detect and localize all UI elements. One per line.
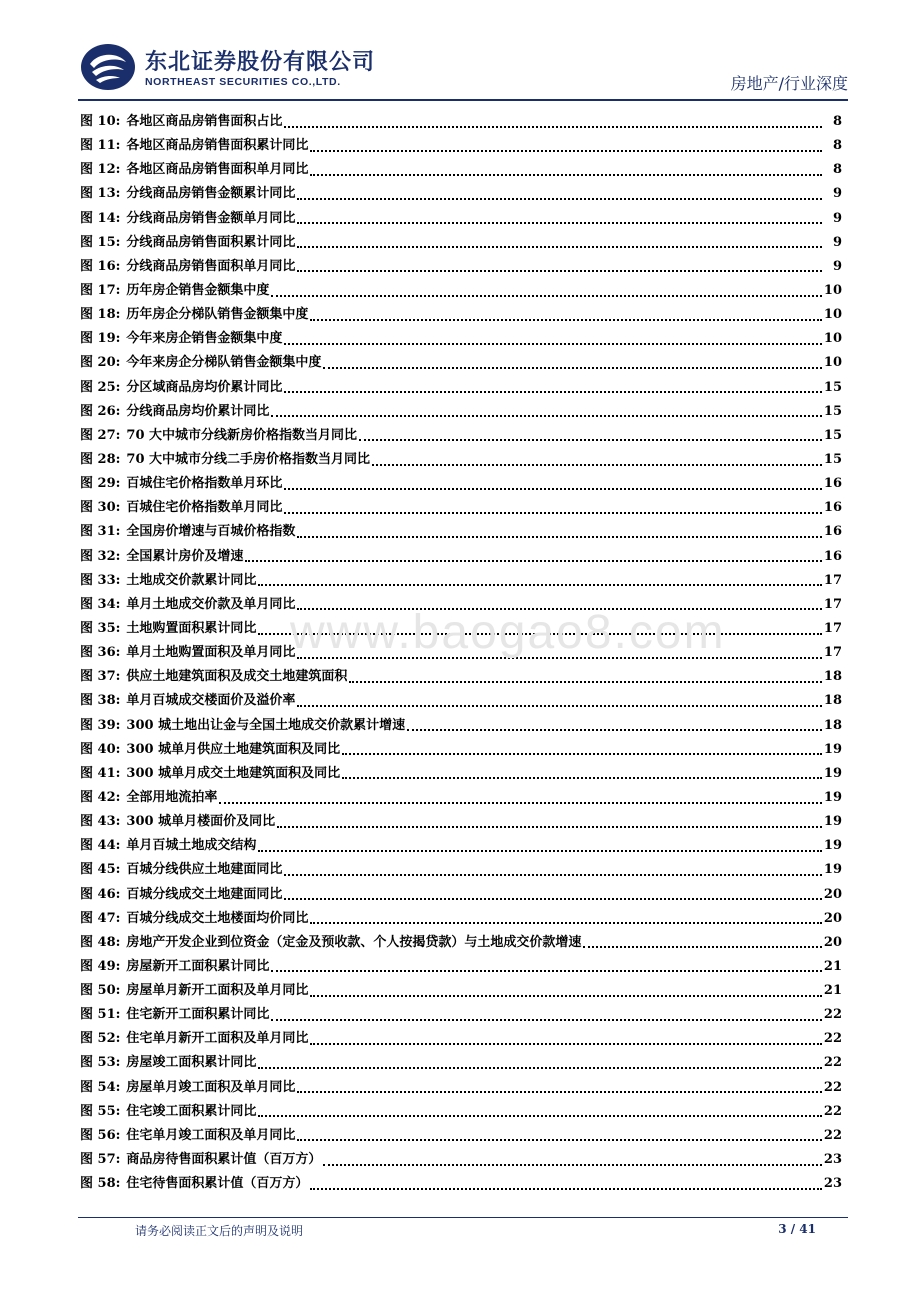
toc-figure-title: 分线商品房销售金额单月同比	[126, 210, 296, 226]
toc-figure-title: 百城分线成交土地楼面均价同比	[126, 910, 309, 926]
toc-figure-title: 全部用地流拍率	[126, 789, 218, 805]
toc-page-number: 22	[823, 1079, 842, 1095]
toc-entry[interactable]	[80, 424, 842, 448]
toc-leader-dots	[297, 704, 821, 707]
toc-leader-dots	[284, 487, 821, 490]
toc-page-number: 19	[823, 741, 842, 757]
toc-figure-title: 全国累计房价及增速	[126, 548, 244, 564]
toc-entry[interactable]	[80, 689, 842, 713]
toc-figure-title: 各地区商品房销售面积累计同比	[126, 138, 309, 154]
toc-figure-title: 房屋单月新开工面积及单月同比	[126, 983, 309, 999]
toc-page-number: 19	[823, 789, 842, 805]
toc-leader-dots	[271, 414, 821, 417]
toc-leader-dots	[284, 342, 821, 345]
toc-leader-dots	[310, 1187, 821, 1190]
toc-entry[interactable]	[80, 907, 842, 931]
header-divider	[78, 99, 848, 101]
toc-entry[interactable]	[80, 617, 842, 641]
toc-entry[interactable]	[80, 472, 842, 496]
toc-figure-label: 图 35:	[80, 620, 121, 636]
toc-figure-title: 单月土地成交价款及单月同比	[126, 596, 296, 612]
toc-leader-dots	[323, 366, 821, 369]
toc-page-number: 10	[823, 331, 842, 347]
toc-entry[interactable]	[80, 569, 842, 593]
toc-figure-title: 住宅待售面积累计值（百万方）	[126, 1176, 309, 1192]
toc-figure-label: 图 50:	[80, 983, 121, 999]
toc-page-number: 15	[823, 403, 842, 419]
toc-leader-dots	[359, 438, 822, 441]
toc-entry[interactable]	[80, 231, 842, 255]
toc-page-number: 9	[832, 186, 842, 202]
toc-leader-dots	[258, 1066, 821, 1069]
toc-figure-title: 今年来房企销售金额集中度	[126, 331, 283, 347]
company-name-en: NORTHEAST SECURITIES CO.,LTD.	[145, 76, 341, 88]
footer-disclaimer: 请务必阅读正文后的声明及说明	[135, 1224, 304, 1238]
toc-page-number: 16	[823, 500, 842, 516]
toc-leader-dots	[271, 1018, 821, 1021]
toc-entry[interactable]	[80, 762, 842, 786]
toc-entry[interactable]	[80, 376, 842, 400]
toc-entry[interactable]	[80, 1003, 842, 1027]
toc-page-number: 21	[823, 983, 842, 999]
toc-page-number: 17	[823, 572, 842, 588]
toc-leader-dots	[407, 728, 822, 731]
toc-entry[interactable]	[80, 955, 842, 979]
toc-page-number: 19	[823, 838, 842, 854]
toc-entry[interactable]	[80, 303, 842, 327]
toc-entry[interactable]	[80, 327, 842, 351]
toc-figure-label: 图 58:	[80, 1176, 121, 1192]
toc-leader-dots	[342, 776, 822, 779]
toc-leader-dots	[271, 294, 821, 297]
toc-figure-title: 分区域商品房均价累计同比	[126, 379, 283, 395]
toc-leader-dots	[583, 945, 821, 948]
toc-page-number: 9	[832, 234, 842, 250]
toc-figure-title: 房屋新开工面积累计同比	[126, 958, 270, 974]
toc-figure-label: 图 56:	[80, 1127, 121, 1143]
toc-figure-title: 住宅单月新开工面积及单月同比	[126, 1031, 309, 1047]
toc-figure-title: 住宅新开工面积累计同比	[126, 1007, 270, 1023]
toc-figure-label: 图 11:	[80, 138, 121, 154]
toc-figure-label: 图 32:	[80, 548, 121, 564]
toc-entry[interactable]	[80, 979, 842, 1003]
toc-page-number: 23	[823, 1176, 842, 1192]
toc-leader-dots	[297, 607, 821, 610]
toc-page-number: 22	[823, 1103, 842, 1119]
toc-figure-label: 图 10:	[80, 114, 121, 129]
toc-leader-dots	[284, 897, 821, 900]
toc-figure-label: 图 43:	[80, 814, 121, 830]
toc-figure-title: 分线商品房销售面积单月同比	[126, 258, 296, 274]
toc-entry[interactable]	[80, 545, 842, 569]
toc-figure-title: 房地产开发企业到位资金（定金及预收款、个人按揭贷款）与土地成交价款增速	[126, 934, 582, 950]
toc-figure-label: 图 28:	[80, 451, 121, 467]
toc-entry[interactable]	[80, 1076, 842, 1100]
toc-figure-title: 分线商品房销售金额累计同比	[126, 186, 296, 202]
toc-leader-dots	[277, 825, 822, 828]
toc-figure-label: 图 15:	[80, 234, 121, 250]
toc-figure-label: 图 26:	[80, 403, 121, 419]
toc-entry[interactable]	[80, 786, 842, 810]
toc-page-number: 8	[832, 162, 842, 178]
toc-figure-title: 房屋竣工面积累计同比	[126, 1055, 257, 1071]
toc-figure-label: 图 54:	[80, 1079, 121, 1095]
toc-leader-dots	[284, 125, 822, 128]
toc-entry[interactable]	[80, 182, 842, 206]
toc-figure-label: 图 27:	[80, 427, 121, 443]
page-number: 3 / 41	[778, 1222, 816, 1236]
toc-figure-title: 各地区商品房销售面积占比	[126, 114, 283, 129]
toc-figure-label: 图 36:	[80, 645, 121, 661]
toc-entry[interactable]	[80, 1027, 842, 1051]
toc-figure-title: 土地成交价款累计同比	[126, 572, 257, 588]
toc-figure-title: 土地购置面积累计同比	[126, 620, 257, 636]
toc-page-number: 21	[823, 958, 842, 974]
toc-figure-label: 图 57:	[80, 1152, 121, 1168]
toc-figure-label: 图 13:	[80, 186, 121, 202]
toc-figure-title: 房屋单月竣工面积及单月同比	[126, 1079, 296, 1095]
toc-figure-title: 70 大中城市分线二手房价格指数当月同比	[126, 451, 371, 467]
toc-entry[interactable]	[80, 1051, 842, 1075]
toc-leader-dots	[258, 632, 821, 635]
toc-page-number: 18	[823, 693, 842, 709]
toc-figure-title: 分线商品房均价累计同比	[126, 403, 270, 419]
toc-figure-label: 图 19:	[80, 331, 121, 347]
toc-entry[interactable]	[80, 738, 842, 762]
toc-page-number: 10	[823, 282, 842, 298]
toc-figure-title: 单月土地购置面积及单月同比	[126, 645, 296, 661]
toc-figure-title: 住宅竣工面积累计同比	[126, 1103, 257, 1119]
toc-page-number: 10	[823, 355, 842, 371]
toc-figure-title: 分线商品房销售面积累计同比	[126, 234, 296, 250]
toc-leader-dots	[297, 269, 822, 272]
toc-page-number: 22	[823, 1007, 842, 1023]
toc-figure-label: 图 44:	[80, 838, 121, 854]
toc-leader-dots	[310, 994, 821, 997]
toc-figure-title: 住宅单月竣工面积及单月同比	[126, 1127, 296, 1143]
toc-figure-label: 图 20:	[80, 355, 121, 371]
toc-leader-dots	[297, 221, 822, 224]
toc-leader-dots	[297, 245, 822, 248]
toc-leader-dots	[310, 149, 822, 152]
toc-figure-title: 各地区商品房销售面积单月同比	[126, 162, 309, 178]
toc-entry[interactable]	[80, 1172, 842, 1196]
toc-figure-title: 300 城土地出让金与全国土地成交价款累计增速	[126, 717, 406, 733]
toc-entry[interactable]	[80, 883, 842, 907]
toc-page-number: 22	[823, 1055, 842, 1071]
toc-figure-label: 图 39:	[80, 717, 121, 733]
toc-page-number: 19	[823, 765, 842, 781]
toc-leader-dots	[297, 197, 822, 200]
toc-figure-label: 图 46:	[80, 886, 121, 902]
toc-figure-title: 历年房企分梯队销售金额集中度	[126, 307, 309, 323]
toc-leader-dots	[310, 921, 821, 924]
toc-page-number: 22	[823, 1127, 842, 1143]
toc-leader-dots	[372, 463, 822, 466]
page-header	[0, 0, 920, 100]
toc-entry[interactable]	[80, 834, 842, 858]
toc-figure-label: 图 37:	[80, 669, 121, 685]
toc-figure-title: 今年来房企分梯队销售金额集中度	[126, 355, 322, 371]
company-logo-icon	[80, 42, 136, 92]
toc-figure-title: 商品房待售面积累计值（百万方）	[126, 1152, 322, 1168]
toc-figure-label: 图 49:	[80, 958, 121, 974]
toc-leader-dots	[342, 752, 822, 755]
toc-figure-title: 300 城单月楼面价及同比	[126, 814, 276, 830]
toc-leader-dots	[258, 849, 821, 852]
toc-figure-title: 百城分线供应土地建面同比	[126, 862, 283, 878]
toc-page-number: 23	[823, 1152, 842, 1168]
toc-page-number: 16	[823, 524, 842, 540]
toc-leader-dots	[310, 173, 822, 176]
toc-figure-label: 图 30:	[80, 500, 121, 516]
toc-leader-dots	[349, 680, 821, 683]
toc-figure-title: 百城住宅价格指数单月同比	[126, 500, 283, 516]
toc-entry[interactable]	[80, 400, 842, 424]
toc-page-number: 8	[832, 138, 842, 154]
toc-figure-title: 供应土地建筑面积及成交土地建筑面积	[126, 669, 348, 685]
toc-entry[interactable]	[80, 641, 842, 665]
toc-page-number: 9	[832, 210, 842, 226]
figure-index	[80, 110, 842, 1196]
company-name-cn: 东北证券股份有限公司	[145, 50, 376, 75]
toc-entry[interactable]	[80, 207, 842, 231]
toc-entry[interactable]	[80, 810, 842, 834]
toc-entry[interactable]	[80, 351, 842, 375]
industry-tag: 房地产/行业深度	[730, 74, 848, 93]
toc-entry[interactable]	[80, 1100, 842, 1124]
toc-leader-dots	[284, 390, 821, 393]
toc-page-number: 22	[823, 1031, 842, 1047]
toc-entry[interactable]	[80, 448, 842, 472]
toc-entry[interactable]	[80, 255, 842, 279]
toc-leader-dots	[258, 1114, 821, 1117]
toc-figure-label: 图 29:	[80, 476, 121, 492]
toc-page-number: 8	[832, 114, 842, 129]
toc-leader-dots	[284, 511, 821, 514]
toc-page-number: 10	[823, 307, 842, 323]
toc-figure-label: 图 12:	[80, 162, 121, 178]
toc-page-number: 18	[823, 669, 842, 685]
toc-page-number: 17	[823, 596, 842, 612]
toc-page-number: 18	[823, 717, 842, 733]
toc-entry[interactable]	[80, 931, 842, 955]
toc-entry[interactable]	[80, 858, 842, 882]
toc-figure-label: 图 17:	[80, 282, 121, 298]
footer-divider	[78, 1217, 848, 1218]
toc-figure-label: 图 31:	[80, 524, 121, 540]
toc-page-number: 19	[823, 862, 842, 878]
toc-figure-label: 图 52:	[80, 1031, 121, 1047]
toc-figure-title: 300 城单月成交土地建筑面积及同比	[126, 765, 341, 781]
toc-entry[interactable]	[80, 714, 842, 738]
toc-figure-label: 图 55:	[80, 1103, 121, 1119]
toc-page-number: 20	[823, 886, 842, 902]
toc-leader-dots	[284, 873, 821, 876]
toc-page-number: 15	[823, 379, 842, 395]
toc-page-number: 17	[823, 620, 842, 636]
toc-leader-dots	[310, 318, 821, 321]
toc-leader-dots	[297, 1090, 821, 1093]
toc-entry[interactable]	[80, 1124, 842, 1148]
toc-entry[interactable]	[80, 1148, 842, 1172]
toc-figure-label: 图 16:	[80, 258, 121, 274]
toc-leader-dots	[245, 559, 821, 562]
toc-figure-title: 单月百城土地成交结构	[126, 838, 257, 854]
toc-entry[interactable]	[80, 593, 842, 617]
toc-figure-title: 全国房价增速与百城价格指数	[126, 524, 296, 540]
toc-figure-label: 图 33:	[80, 572, 121, 588]
toc-entry[interactable]	[80, 279, 842, 303]
toc-figure-title: 历年房企销售金额集中度	[126, 282, 270, 298]
toc-figure-label: 图 48:	[80, 934, 121, 950]
toc-figure-label: 图 40:	[80, 741, 121, 757]
toc-figure-title: 单月百城成交楼面价及溢价率	[126, 693, 296, 709]
toc-figure-label: 图 18:	[80, 307, 121, 323]
toc-figure-title: 300 城单月供应土地建筑面积及同比	[126, 741, 341, 757]
toc-figure-label: 图 47:	[80, 910, 121, 926]
toc-entry[interactable]	[80, 110, 842, 134]
toc-figure-label: 图 34:	[80, 596, 121, 612]
toc-entry[interactable]	[80, 665, 842, 689]
watermark: www.baogao8.com	[290, 606, 726, 659]
toc-page-number: 9	[832, 258, 842, 274]
toc-leader-dots	[297, 656, 821, 659]
toc-page-number: 19	[823, 814, 842, 830]
toc-leader-dots	[271, 969, 821, 972]
toc-figure-title: 百城住宅价格指数单月环比	[126, 476, 283, 492]
toc-page-number: 16	[823, 476, 842, 492]
toc-leader-dots	[323, 1163, 821, 1166]
toc-page-number: 15	[823, 427, 842, 443]
toc-leader-dots	[219, 801, 821, 804]
toc-entry[interactable]	[80, 134, 842, 158]
toc-page-number: 20	[823, 910, 842, 926]
toc-entry[interactable]	[80, 496, 842, 520]
toc-leader-dots	[310, 1042, 821, 1045]
toc-figure-label: 图 42:	[80, 789, 121, 805]
toc-page-number: 15	[823, 451, 842, 467]
toc-page-number: 16	[823, 548, 842, 564]
toc-figure-label: 图 41:	[80, 765, 121, 781]
toc-figure-title: 70 大中城市分线新房价格指数当月同比	[126, 427, 358, 443]
toc-figure-label: 图 53:	[80, 1055, 121, 1071]
toc-figure-label: 图 25:	[80, 379, 121, 395]
toc-figure-label: 图 51:	[80, 1007, 121, 1023]
toc-leader-dots	[297, 1138, 821, 1141]
toc-page-number: 17	[823, 645, 842, 661]
toc-figure-label: 图 38:	[80, 693, 121, 709]
toc-leader-dots	[297, 535, 821, 538]
toc-figure-title: 百城分线成交土地建面同比	[126, 886, 283, 902]
toc-leader-dots	[258, 583, 821, 586]
toc-figure-label: 图 45:	[80, 862, 121, 878]
toc-page-number: 20	[823, 934, 842, 950]
toc-figure-label: 图 14:	[80, 210, 121, 226]
toc-entry[interactable]	[80, 520, 842, 544]
toc-entry[interactable]	[80, 158, 842, 182]
